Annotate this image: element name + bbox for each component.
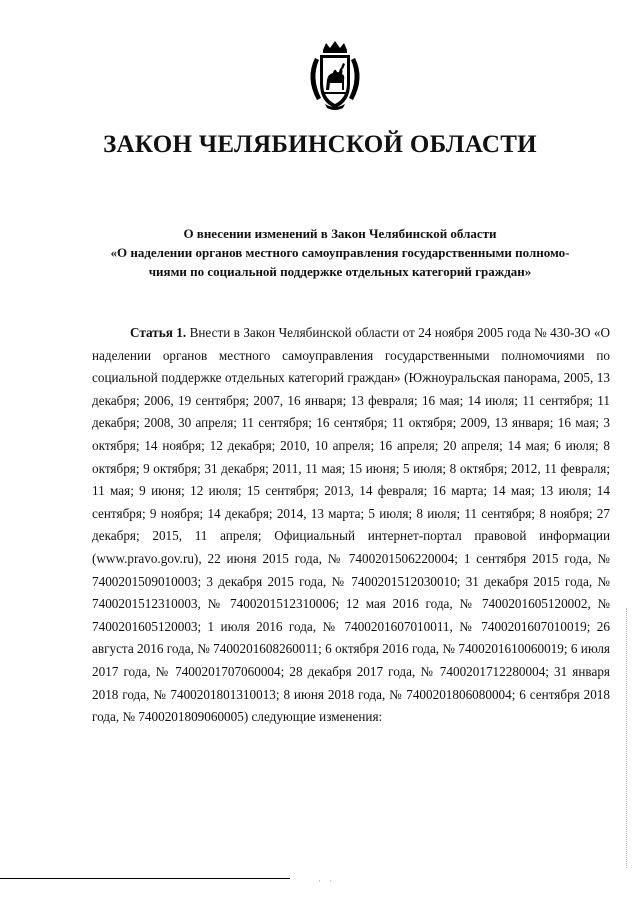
article-text: Внести в Закон Челябинской области от 24 ноября 2005 года № 430-ЗО «О наделении органов местного самоуправления государственными полномочиями по социальной поддержке отдельных категорий граждан» (Южноуральская панорама, 2005, 13 декабря; 2006, 19 сентября; 2007, 16 января; 13 февраля; 16 мая; 14 июля; 11 сентября; 11 декабря; 2008, 30 апреля; 11 сентября; 16 сентября; 11 октября; 2009, 13 января; 16 мая; 3 октября; 14 ноября; 12 декабря; 2010, 10 апреля; 16 апреля; 20 апреля; 14 мая; 6 июля; 8 октября; 9 октября; 31 декабря; 2011, 11 мая; 15 июня; 5 июля; 8 октября; 2012, 11 февраля; 11 мая; 9 июня; 12 июля; 15 сентября; 2013, 14 февраля; 16 марта; 14 мая; 13 июля; 14 сентября; 9 ноября; 14 декабря; 2014, 13 марта; 5 июля; 8 июля; 11 сентября; 8 ноября; 27 декабря; 2015, 11 апреля; Официальный интернет-портал правовой информации (www.pravo.gov.ru), 22 июня 2015 года, № 7400201506220004; 1 сентября 2015 года, № 7400201509010003; 3 декабря 2015 года, № 7400201512030010; 31 декабря 2015 года, № 7400201512310003, № 7400201512310006; 12 мая 2016 года, № 7400201605120002, № 7400201605120003; 1 июля 2016 года, № 7400201607010011, № 7400201607010019; 26 августа 2016 года, № 7400201608260011; 6 октября 2016 года, № 7400201610060019; 6 июля 2017 года, № 7400201707060004; 28 декабря 2017 года, № 7400201712280004; 31 января 2018 года, № 7400201801310013; 8 июня 2018 года, № 7400201806080004; 6 сентября 2018 года, № 7400201809060005) следующие изменения: [92, 325, 611, 725]
subtitle-line: О внесении изменений в Закон Челябинской области [183, 226, 497, 241]
subtitle-line: чиями по социальной поддержке отдельных категорий граждан» [148, 264, 532, 279]
subtitle-line: «О наделении органов местного самоуправления государственными полномо- [110, 245, 570, 260]
scan-margin-mark [626, 608, 628, 868]
law-title: ЗАКОН ЧЕЛЯБИНСКОЙ ОБЛАСТИ [103, 131, 537, 158]
law-subtitle [70, 224, 610, 281]
footer-rule [0, 878, 290, 879]
coat-of-arms-icon [295, 40, 375, 112]
footer-dots: · · [318, 876, 336, 886]
article-1-paragraph [92, 322, 610, 729]
article-label: Статья 1. [130, 325, 187, 340]
